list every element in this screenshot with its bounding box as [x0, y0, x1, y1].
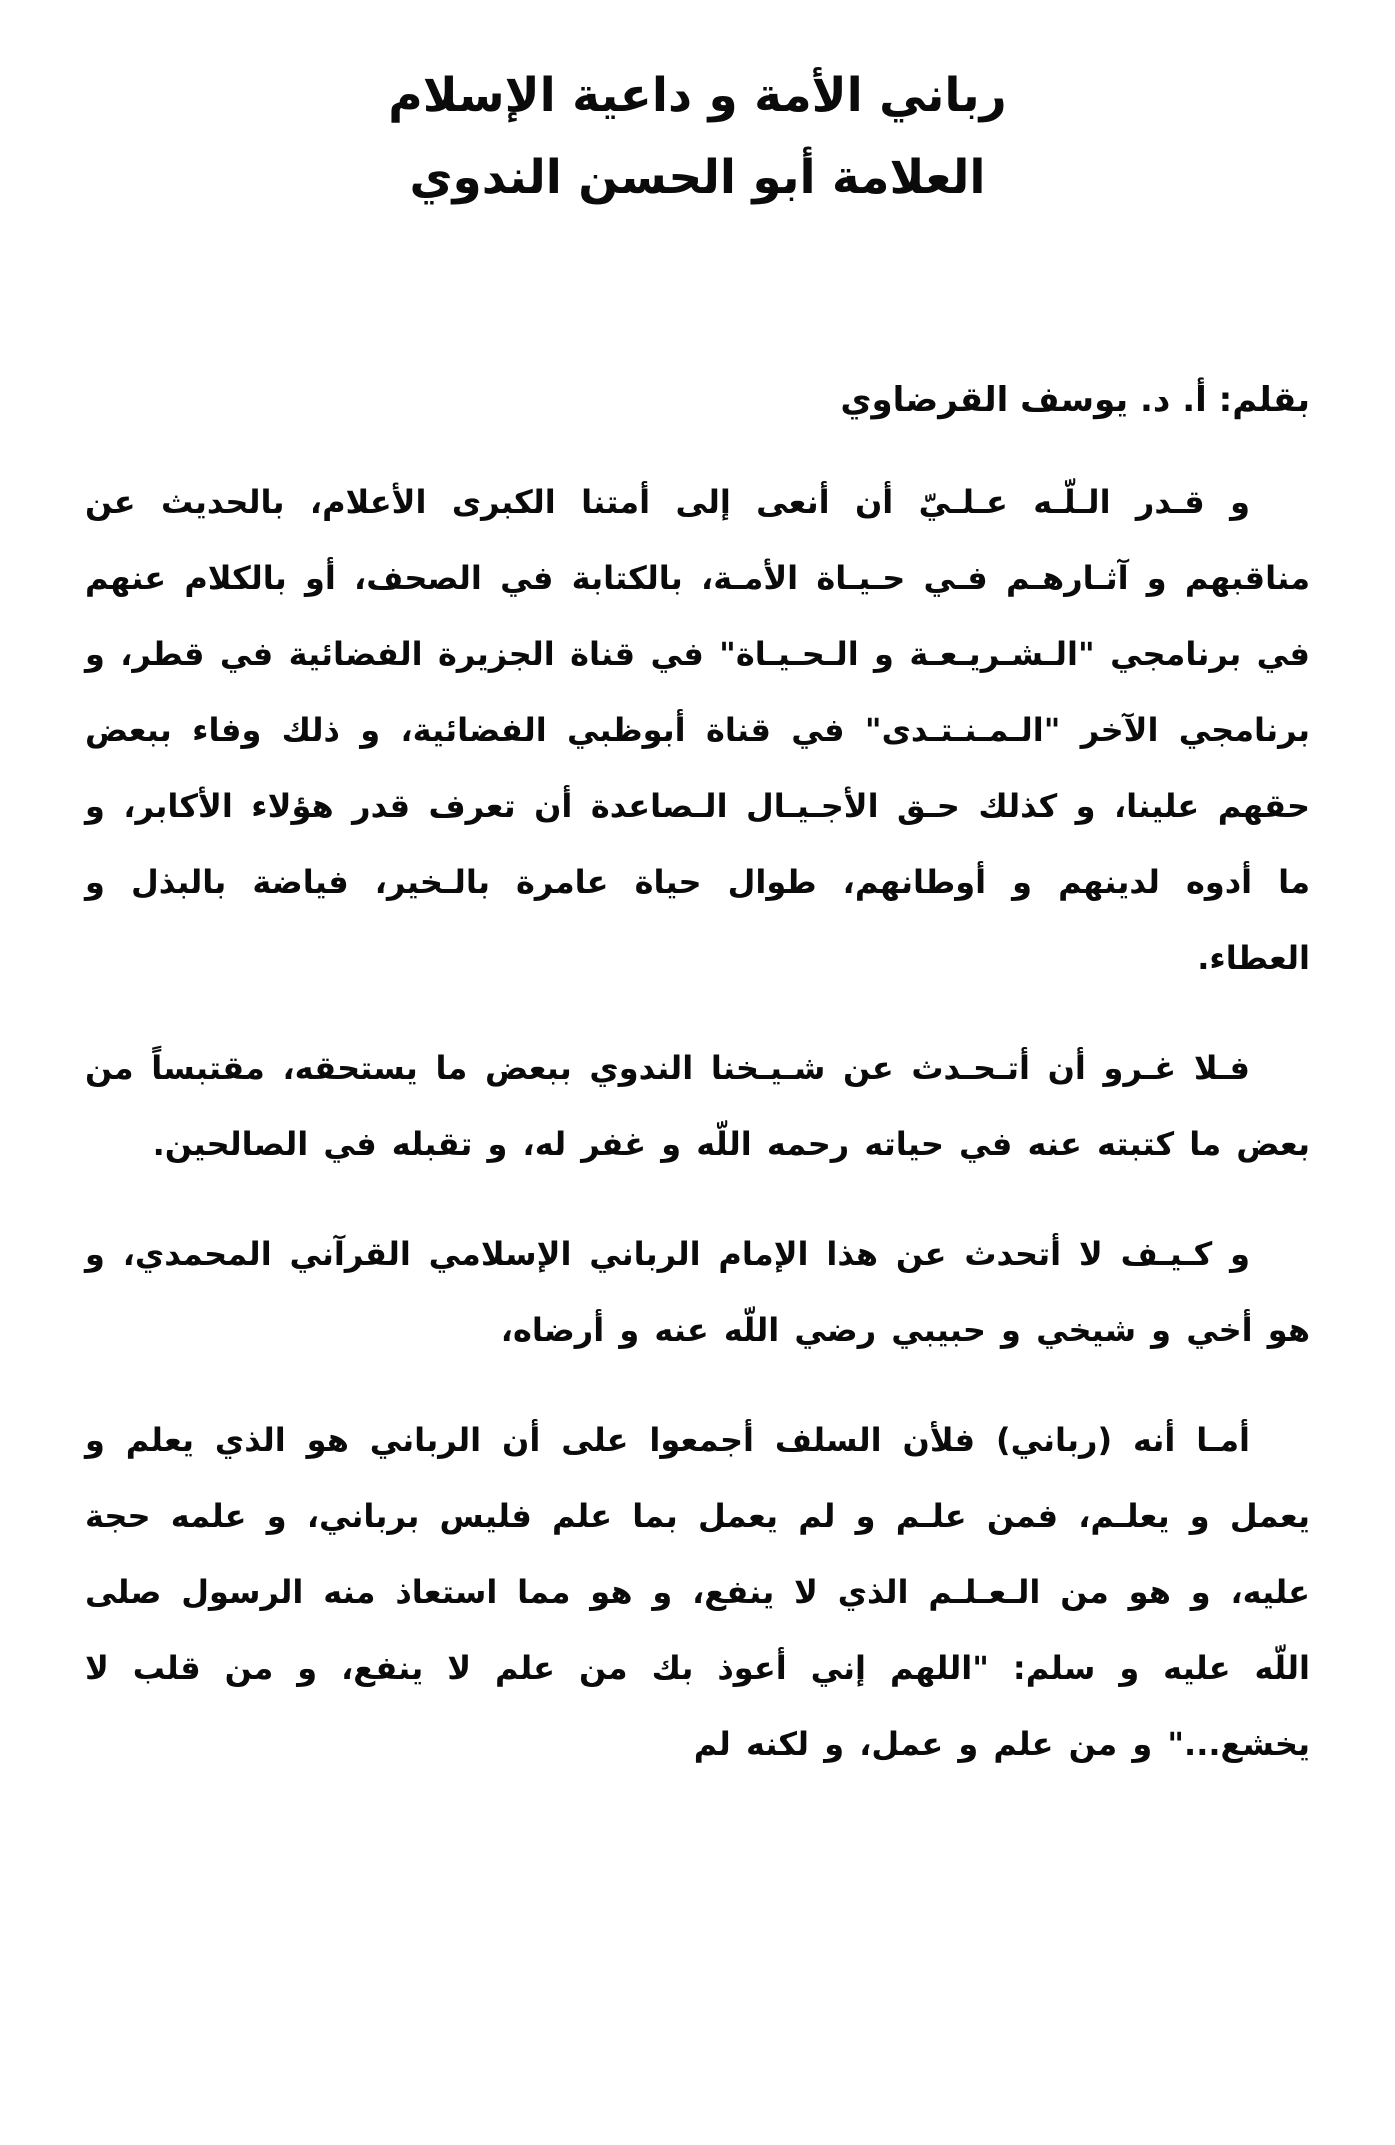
byline: بقلم: أ. د. يوسف القرضاوي [840, 379, 1310, 420]
document-title [85, 55, 1310, 220]
paragraph-4: أمـا أنه (رباني) فلأن السلف أجمعوا على أن الرباني هو الذي يعلم و يعمل و يعلـم، فمن علـم و لم يعمل بما علم فليس برباني، و علمه حجة عليه، و هو من الـعـلـم الذي لا ينفع، و هو مما استعاذ منه الرسول صلى اللّه عليه و سلم: "اللهم إني أعوذ بك من علم لا ينفع، و من قلب لا يخشع..." و من علم و عمل، و لكنه لم [85, 1420, 1310, 1763]
title-line-1: رباني الأمة و داعية الإسلام [388, 68, 1007, 123]
paragraph-1: و قـدر الـلّـه عـلـيّ أن أنعى إلى أمتنا الكبرى الأعلام، بالحديث عن مناقبهم و آثـارهـم فـي حـيـاة الأمـة، بالكتابة في الصحف، أو بالكلام عنهم في برنامجي "الـشـريـعـة و الـحـيـاة" في قناة الجزيرة الفضائية في قطر، و برنامجي الآخر "الـمـنـتـدى" في قناة أبوظبي الفضائية، و ذلك وفاء ببعض حقهم علينا، و كذلك حـق الأجـيـال الـصاعدة أن تعرف قدر هؤلاء الأكابر، و ما أدوه لدينهم و أوطانهم، طوال حياة عامرة بالـخير، فياضة بالبذل و العطاء. [85, 482, 1310, 977]
paragraph-2: فـلا غـرو أن أتـحـدث عن شـيـخنا الندوي ببعض ما يستحقه، مقتبساً من بعض ما كتبته عنه في حياته رحمه اللّه و غفر له، و تقبله في الصالحين. [85, 1048, 1310, 1163]
document-body [85, 464, 1310, 1782]
paragraph-3: و كـيـف لا أتحدث عن هذا الإمام الرباني الإسلامي القرآني المحمدي، و هو أخي و شيخي و حبيبي رضي اللّه عنه و أرضاه، [85, 1234, 1310, 1349]
title-line-2: العلامة أبو الحسن الندوي [409, 150, 986, 206]
